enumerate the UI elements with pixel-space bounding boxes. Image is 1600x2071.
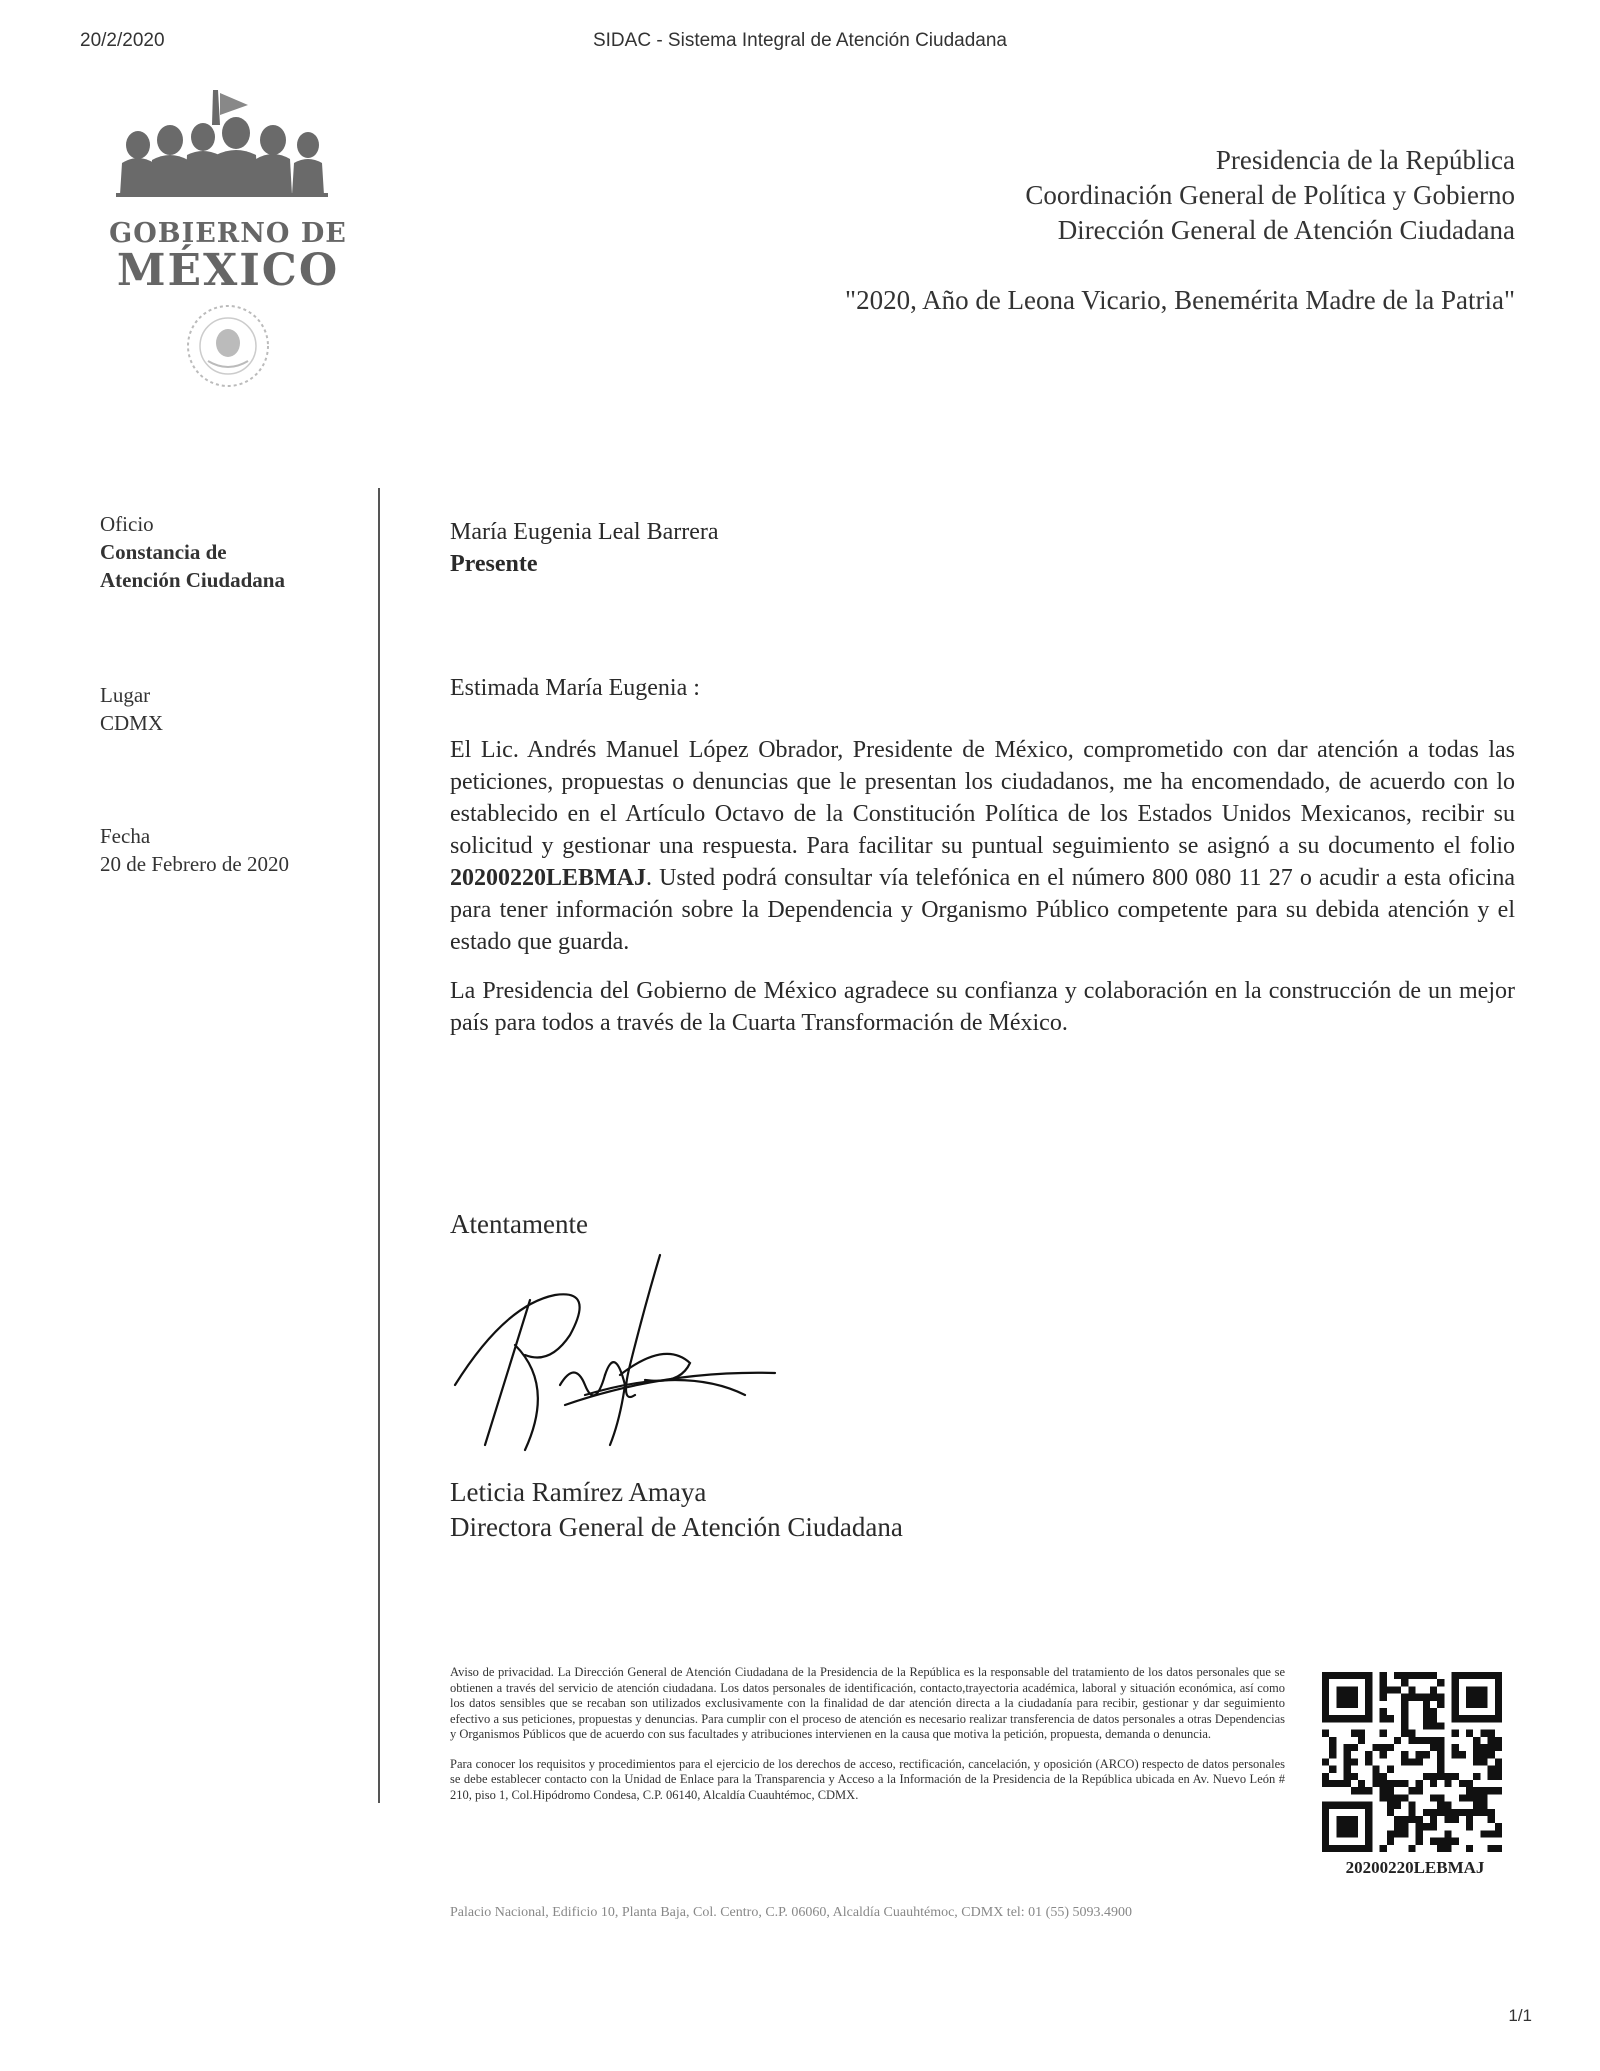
signer-title: Directora General de Atención Ciudadana [450, 1512, 903, 1542]
logo-line2: MÉXICO [116, 245, 340, 296]
para1-before: El Lic. Andrés Manuel López Obrador, Presidente de México, comprometido con dar atención a todas las peticiones, propuestas o denuncias que le presentan los ciudadanos, me ha encomendado, de acuerdo con lo establecido en el Artículo Octavo de la Constitución Política de los Estados Unidos Mexicanos, recibir su solicitud y gestionar una respuesta. Para facilitar su puntual seguimiento se asignó a su documento el folio [450, 737, 1515, 859]
signer-name: Leticia Ramírez Amaya [450, 1477, 707, 1507]
recipient-presente: Presente [450, 551, 538, 577]
qr-code-icon [1322, 1672, 1502, 1852]
agency-line2: Coordinación General de Política y Gobierno [1025, 180, 1515, 210]
handwritten-signature-icon [445, 1245, 785, 1475]
closing: Atentamente [450, 1209, 588, 1239]
lugar-value: CDMX [100, 711, 164, 735]
logo-line1: GOBIERNO DE [109, 218, 347, 249]
signer-block [450, 1475, 1515, 1545]
greeting: Estimada María Eugenia : [450, 675, 700, 701]
recipient [450, 516, 1515, 580]
column-divider [378, 488, 380, 1803]
fecha-value: 20 de Febrero de 2020 [100, 852, 289, 876]
print-date: 20/2/2020 [80, 30, 165, 51]
privacy-paragraph-2: Para conocer los requisitos y procedimientos para el ejercicio de los derechos de acceso, rectificación, cancelación, y oposición (ARCO) respecto de datos personales se debe establecer contacto con la Unidad de Enlace para la Transparencia y Acceso a la Información de la Presidencia de la República ubicada en Av. Nuevo León # 210, piso 1, Col.Hipódromo Condesa, C.P. 06140, Alcaldía Cuauhtémoc, CDMX. [450, 1756, 1285, 1802]
lugar-block [100, 681, 163, 737]
para1-after: . Usted podrá consultar vía telefónica en el número 800 080 11 27 o acudir a esta oficina para tener información sobre la Dependencia y Organismo Público competente para su debida atención y el estado que guarda. [450, 865, 1515, 955]
agency-line1: Presidencia de la República [1215, 145, 1515, 175]
fecha-block [100, 822, 289, 878]
year-motto: "2020, Año de Leona Vicario, Benemérita Madre de la Patria" [845, 285, 1515, 315]
gobierno-logo [108, 85, 348, 396]
agency-line3: Dirección General de Atención Ciudadana [1057, 215, 1515, 245]
privacy-notice [450, 1665, 1285, 1817]
fecha-label: Fecha [100, 824, 151, 848]
agency-header [1025, 143, 1515, 248]
heroes-illustration-icon [108, 85, 348, 205]
lugar-label: Lugar [100, 683, 151, 707]
oficio-value-line1: Constancia de [100, 540, 227, 564]
oficio-block [100, 510, 285, 594]
print-title: SIDAC - Sistema Integral de Atención Ciudadana [592, 30, 1007, 51]
privacy-paragraph-1: Aviso de privacidad. La Dirección General de Atención Ciudadana de la Presidencia de la República es la responsable del tratamiento de los datos personales que se obtienen a través del servicio de atención ciudadana. Los datos personales de identificación, contacto,trayectoria académica, laboral y situación económica, así como los datos sensibles que se recaban son utilizados exclusivamente con la finalidad de dar atención directa a la ciudadanía para recibir, gestionar y dar seguimiento efectivo a sus peticiones, propuestas y denuncias. Para cumplir con el proceso de atención es necesario realizar transferencia de datos personales a otras Dependencias y Organismos Públicos que de acuerdo con sus facultades y atribuciones intervienen en la causa que motiva la petición, propuesta, demanda o denuncia. [450, 1665, 1285, 1741]
national-seal-icon [108, 301, 348, 391]
footer-address: Palacio Nacional, Edificio 10, Planta Baja, Col. Centro, C.P. 06060, Alcaldía Cuauhtémoc, CDMX tel: 01 (55) 5093.4900 [450, 1905, 1133, 1920]
page-number: 1/1 [1508, 2006, 1532, 2025]
recipient-name: María Eugenia Leal Barrera [450, 519, 719, 545]
body-paragraph-2: La Presidencia del Gobierno de México agradece su confianza y colaboración en la construcción de un mejor país para todos a través de la Cuarta Transformación de México. [450, 978, 1515, 1036]
folio-number: 20200220LEBMAJ [450, 865, 647, 891]
qr-label: 20200220LEBMAJ [1345, 1858, 1485, 1877]
oficio-label: Oficio [100, 512, 154, 536]
body-paragraph-1 [450, 734, 1515, 958]
oficio-value-line2: Atención Ciudadana [100, 568, 285, 592]
